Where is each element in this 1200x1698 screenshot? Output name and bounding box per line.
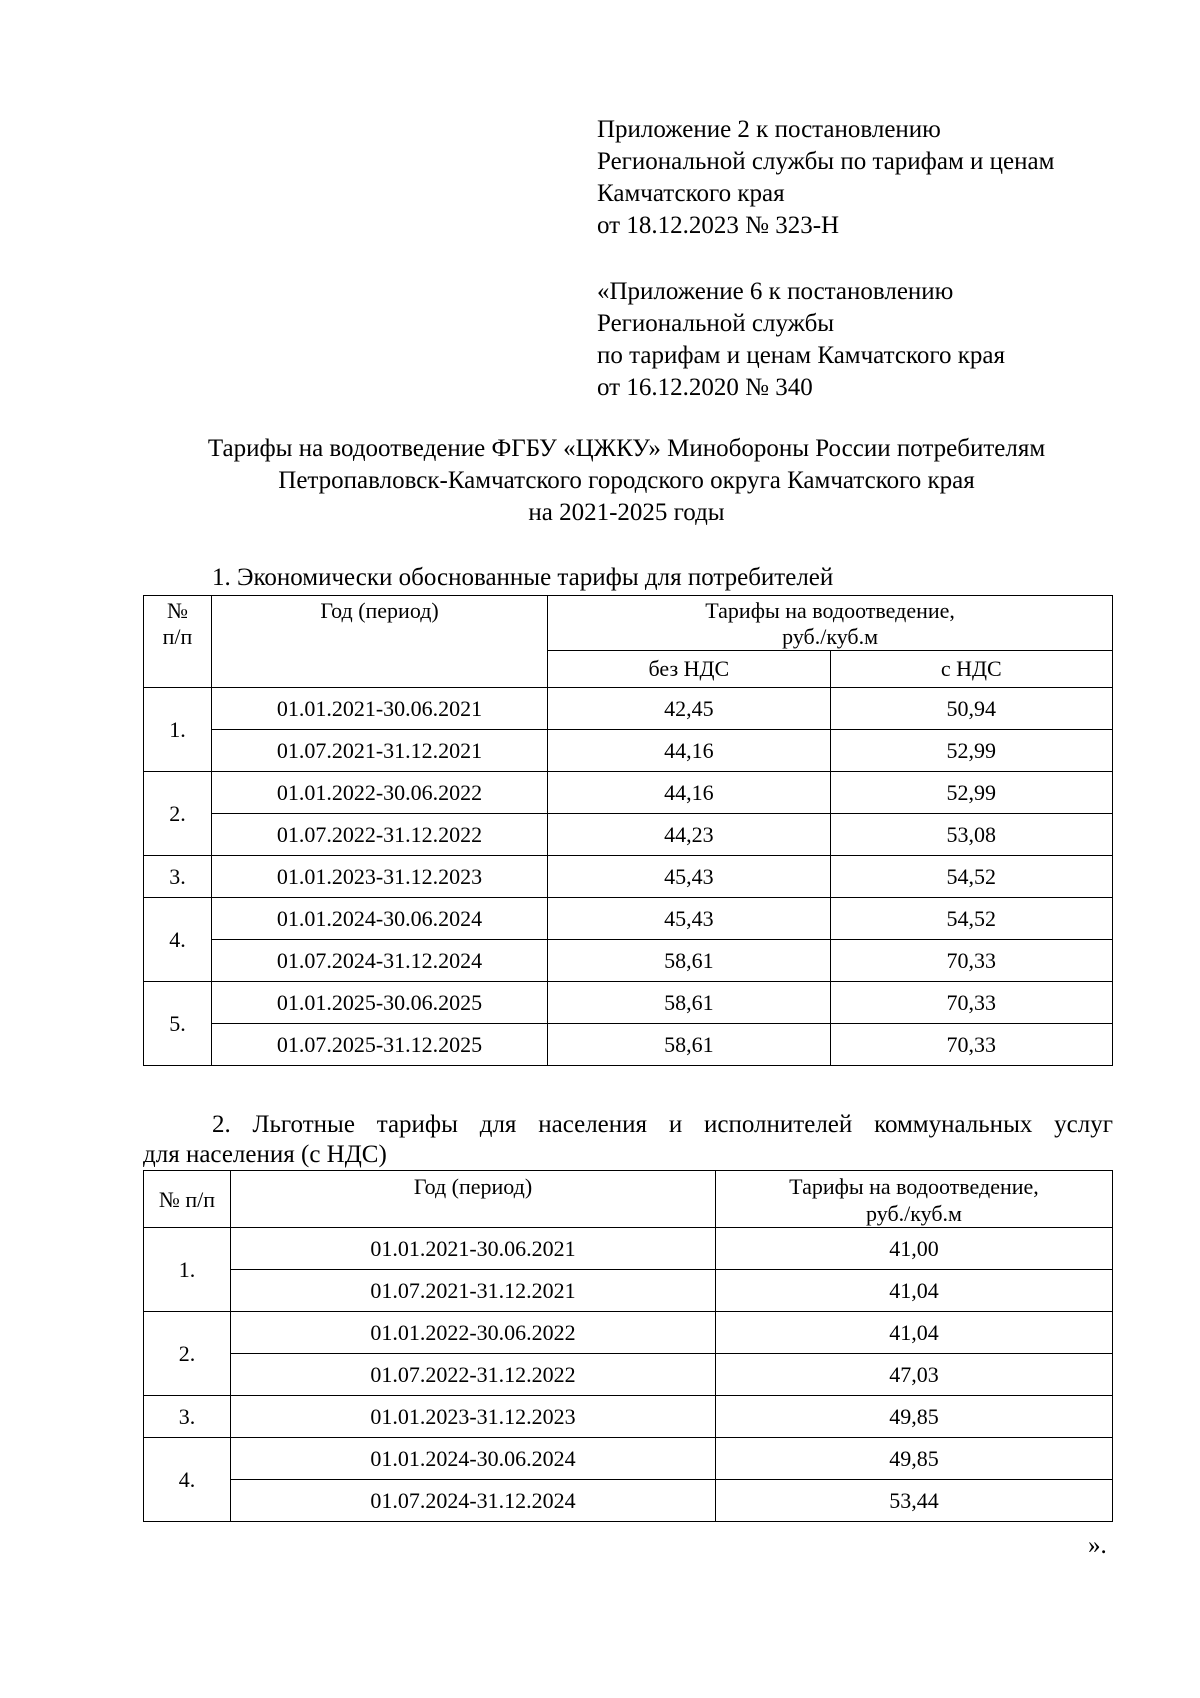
title-line: Тарифы на водоотведение ФГБУ «ЦЖКУ» Минобороны России потребителям [207, 435, 1046, 462]
table-row [144, 688, 1113, 730]
section-2-heading [143, 1110, 1113, 1170]
period-cell: 01.01.2022-30.06.2022 [211, 772, 547, 814]
tariff-no-vat-cell: 58,61 [548, 940, 830, 982]
period-cell: 01.01.2023-31.12.2023 [231, 1396, 716, 1438]
tariff-cell: 47,03 [716, 1354, 1113, 1396]
tariff-with-vat-cell: 52,99 [830, 730, 1112, 772]
appendix-line: Камчатского края [597, 180, 785, 207]
table-row [144, 814, 1113, 856]
header-tariff-line2: руб./куб.м [866, 1201, 962, 1226]
header-number [144, 596, 212, 688]
tariff-cell: 41,04 [716, 1270, 1113, 1312]
period-cell: 01.01.2023-31.12.2023 [211, 856, 547, 898]
section-2-heading-line2: для населения (с НДС) [143, 1141, 387, 1168]
row-number: 4. [144, 1438, 231, 1522]
header-tariff-line2: руб./куб.м [782, 624, 879, 649]
table-row [144, 856, 1113, 898]
table-row [144, 1438, 1113, 1480]
tariff-no-vat-cell: 44,23 [548, 814, 830, 856]
appendix-line: по тарифам и ценам Камчатского края [597, 342, 1005, 369]
row-number: 1. [144, 688, 212, 772]
period-cell: 01.07.2021-31.12.2021 [211, 730, 547, 772]
period-cell: 01.01.2021-30.06.2021 [211, 688, 547, 730]
appendix-line: от 16.12.2020 № 340 [597, 374, 813, 401]
preferential-tariffs-table [143, 1170, 1113, 1522]
table-row [144, 982, 1113, 1024]
tariff-no-vat-cell: 42,45 [548, 688, 830, 730]
period-cell: 01.07.2024-31.12.2024 [231, 1480, 716, 1522]
table-row [144, 772, 1113, 814]
header-with-vat: с НДС [830, 651, 1112, 688]
row-number: 4. [144, 898, 212, 982]
tariff-cell: 41,04 [716, 1312, 1113, 1354]
period-cell: 01.07.2024-31.12.2024 [211, 940, 547, 982]
tariff-cell: 49,85 [716, 1438, 1113, 1480]
tariff-no-vat-cell: 45,43 [548, 898, 830, 940]
table-row [144, 940, 1113, 982]
period-cell: 01.07.2022-31.12.2022 [231, 1354, 716, 1396]
tariff-no-vat-cell: 44,16 [548, 772, 830, 814]
table-row [144, 898, 1113, 940]
quoted-appendix-reference [597, 276, 1005, 404]
tariff-with-vat-cell: 54,52 [830, 856, 1112, 898]
appendix-line: Региональной службы [597, 310, 835, 337]
header-tariff [548, 596, 1113, 651]
table-row [144, 1354, 1113, 1396]
period-cell: 01.01.2021-30.06.2021 [231, 1228, 716, 1270]
table-row [144, 1228, 1113, 1270]
header-tariff-line1: Тарифы на водоотведение, [705, 598, 955, 623]
tariff-with-vat-cell: 54,52 [830, 898, 1112, 940]
document-title [140, 433, 1113, 529]
tariff-with-vat-cell: 70,33 [830, 1024, 1112, 1066]
row-number: 1. [144, 1228, 231, 1312]
tariff-with-vat-cell: 70,33 [830, 982, 1112, 1024]
table-row [144, 1312, 1113, 1354]
table-row [144, 1396, 1113, 1438]
header-period: Год (период) [211, 596, 547, 688]
tariff-no-vat-cell: 58,61 [548, 1024, 830, 1066]
section-1-heading: 1. Экономически обоснованные тарифы для потребителей [212, 564, 834, 591]
period-cell: 01.01.2022-30.06.2022 [231, 1312, 716, 1354]
period-cell: 01.07.2022-31.12.2022 [211, 814, 547, 856]
header-no-vat: без НДС [548, 651, 830, 688]
header-tariff [716, 1171, 1113, 1228]
appendix-line: от 18.12.2023 № 323-Н [597, 212, 840, 239]
tariff-cell: 41,00 [716, 1228, 1113, 1270]
tariff-cell: 53,44 [716, 1480, 1113, 1522]
section-2-heading-line1: 2. Льготные тарифы для населения и исполнителей коммунальных услуг [212, 1111, 1113, 1138]
header-number-line2: п/п [162, 624, 193, 649]
period-cell: 01.07.2021-31.12.2021 [231, 1270, 716, 1312]
period-cell: 01.07.2025-31.12.2025 [211, 1024, 547, 1066]
table-row [144, 730, 1113, 772]
row-number: 2. [144, 1312, 231, 1396]
title-line: Петропавловск-Камчатского городского округа Камчатского края [278, 467, 975, 494]
header-number: № п/п [144, 1171, 231, 1228]
tariff-with-vat-cell: 53,08 [830, 814, 1112, 856]
table-row [144, 1480, 1113, 1522]
period-cell: 01.01.2024-30.06.2024 [231, 1438, 716, 1480]
tariff-with-vat-cell: 70,33 [830, 940, 1112, 982]
closing-quote-mark: ». [1088, 1532, 1107, 1559]
tariff-no-vat-cell: 58,61 [548, 982, 830, 1024]
row-number: 3. [144, 856, 212, 898]
period-cell: 01.01.2025-30.06.2025 [211, 982, 547, 1024]
row-number: 2. [144, 772, 212, 856]
tariff-no-vat-cell: 45,43 [548, 856, 830, 898]
period-cell: 01.01.2024-30.06.2024 [211, 898, 547, 940]
row-number: 5. [144, 982, 212, 1066]
header-period: Год (период) [231, 1171, 716, 1228]
table-row [144, 1270, 1113, 1312]
tariff-with-vat-cell: 50,94 [830, 688, 1112, 730]
economic-tariffs-table [143, 595, 1113, 1066]
appendix-line: Региональной службы по тарифам и ценам [597, 148, 1055, 175]
header-tariff-line1: Тарифы на водоотведение, [789, 1174, 1039, 1199]
appendix-line: «Приложение 6 к постановлению [597, 278, 954, 305]
appendix-reference [597, 114, 1054, 242]
header-number-line1: № [166, 598, 188, 623]
table-row [144, 1024, 1113, 1066]
title-line: на 2021-2025 годы [528, 499, 725, 526]
row-number: 3. [144, 1396, 231, 1438]
appendix-line: Приложение 2 к постановлению [597, 116, 941, 143]
tariff-no-vat-cell: 44,16 [548, 730, 830, 772]
tariff-with-vat-cell: 52,99 [830, 772, 1112, 814]
tariff-cell: 49,85 [716, 1396, 1113, 1438]
